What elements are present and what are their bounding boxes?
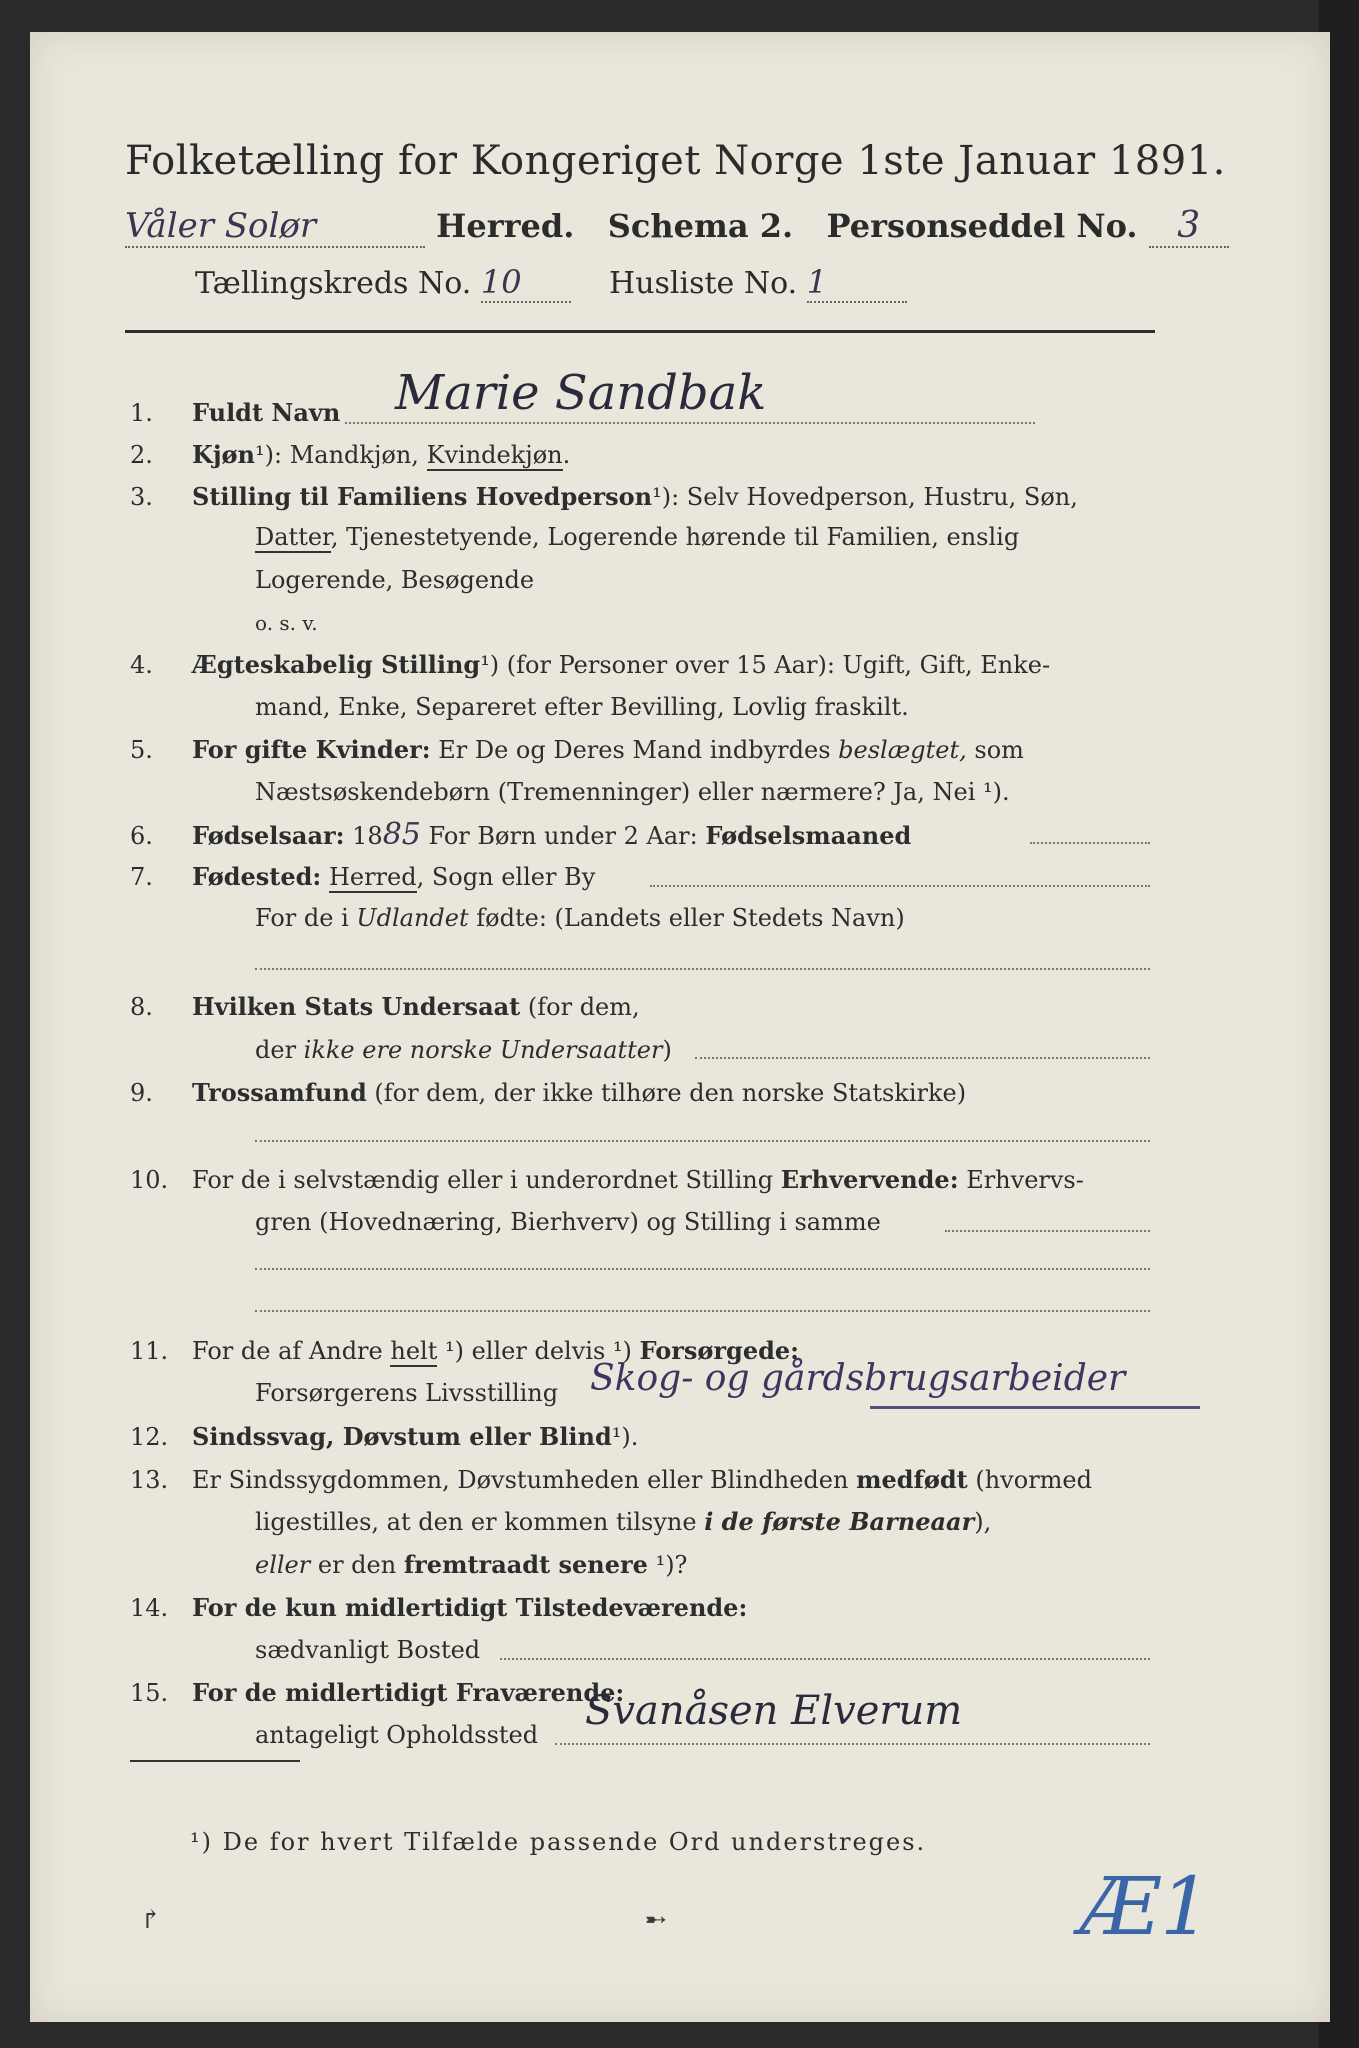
husliste-label: Husliste No. — [609, 266, 798, 301]
field-8-fill — [695, 1057, 1150, 1059]
husliste-number: 1 — [807, 263, 907, 303]
field-11-underline — [870, 1406, 1200, 1409]
personseddel-number: 3 — [1149, 205, 1229, 248]
field-14-fill — [500, 1658, 1150, 1660]
field-1-value: Marie Sandbak — [395, 365, 767, 421]
footnote-rule — [130, 1760, 300, 1762]
field-15-line-2: antageligt Opholdssted — [255, 1721, 539, 1749]
field-3-line-4: o. s. v. — [255, 611, 318, 635]
field-15-fill — [555, 1743, 1150, 1745]
field-9: 9. Trossamfund (for dem, der ikke tilhøre den norske Statskirke) — [130, 1078, 967, 1107]
field-3-line-3: Logerende, Besøgende — [255, 566, 535, 594]
field-10-fill-2 — [255, 1268, 1150, 1270]
footnote: ¹) De for hvert Tilfælde passende Ord understreges. — [190, 1828, 927, 1856]
field-3-line-2: Datter, Tjenestetyende, Logerende hørende til Familien, enslig — [255, 523, 1020, 551]
field-10-fill — [945, 1230, 1150, 1232]
field-10-line-2: gren (Hovednæring, Bierhverv) og Stilling i samme — [255, 1208, 881, 1236]
field-4: 4. Ægteskabelig Stilling¹) (for Personer over 15 Aar): Ugift, Gift, Enke- — [130, 650, 1051, 679]
field-11-value: Skog- og gårdsbrugsarbeider — [590, 1358, 1126, 1399]
field-7-fill-2 — [255, 968, 1150, 970]
field-6-value: 85 — [382, 817, 421, 852]
kreds-number: 10 — [481, 263, 571, 303]
archive-stamp: Æ1 — [1080, 1860, 1211, 1953]
pencil-mark-left: ↱ — [140, 1905, 162, 1935]
field-11-line-2: Forsørgerens Livsstilling — [255, 1379, 559, 1407]
field-14-line-2: sædvanligt Bosted — [255, 1636, 481, 1664]
field-8: 8. Hvilken Stats Undersaat (for dem, — [130, 992, 640, 1021]
field-15-value: Svanåsen Elverum — [585, 1688, 963, 1734]
kreds-line — [195, 263, 907, 303]
herred-name: Våler Solør — [125, 206, 425, 248]
field-2: 2. Kjøn¹): Mandkjøn, Kvindekjøn. — [130, 440, 571, 469]
personseddel-label: Personseddel No. — [826, 207, 1138, 245]
field-9-fill — [255, 1140, 1150, 1142]
kreds-label: Tællingskreds No. — [195, 266, 472, 301]
field-7: 7. Fødested: Herred, Sogn eller By — [130, 862, 596, 891]
herred-label: Herred. — [436, 207, 575, 245]
field-12: 12. Sindssvag, Døvstum eller Blind¹). — [130, 1422, 639, 1451]
field-7-line-2: For de i Udlandet fødte: (Landets eller Stedets Navn) — [255, 904, 905, 932]
field-14: 14. For de kun midlertidigt Tilstedeværende: — [130, 1593, 748, 1622]
field-1-label: Fuldt Navn — [192, 398, 341, 427]
field-11: 11. For de af Andre helt ¹) eller delvis ¹) Forsørgede: — [130, 1336, 800, 1365]
field-3: 3. Stilling til Familiens Hovedperson¹): Selv Hovedperson, Hustru, Søn, — [130, 482, 1078, 511]
field-15: 15. For de midlertidigt Fraværende: — [130, 1678, 625, 1707]
field-13-line-3: eller er den fremtraadt senere ¹)? — [255, 1550, 688, 1579]
schema-label: Schema 2. — [607, 207, 794, 245]
pencil-mark-center: ➸ — [645, 1905, 667, 1935]
field-4-line-2: mand, Enke, Separeret efter Bevilling, Lovlig fraskilt. — [255, 693, 909, 721]
field-6-fill — [1030, 842, 1150, 844]
field-5: 5. For gifte Kvinder: Er De og Deres Mand indbyrdes beslægtet, som — [130, 735, 1024, 764]
field-1-fill — [345, 422, 1035, 424]
field-13-line-2: ligestilles, at den er kommen tilsyne i de første Barneaar), — [255, 1507, 992, 1536]
field-10: 10. For de i selvstændig eller i underordnet Stilling Erhvervende: Erhvervs- — [130, 1165, 1084, 1194]
field-7-selected: Herred — [328, 863, 417, 891]
form-title: Folketælling for Kongeriget Norge 1ste Januar 1891. — [125, 138, 1226, 184]
field-7-fill — [650, 885, 1150, 887]
field-11-selected: helt — [390, 1337, 438, 1365]
field-1: 1. Fuldt Navn — [130, 398, 341, 427]
field-10-fill-3 — [255, 1310, 1150, 1312]
header-rule — [125, 330, 1155, 333]
field-2-selected: Kvindekjøn — [426, 441, 563, 469]
field-6: 6. Fødselsaar: 1885 For Børn under 2 Aar: Fødselsmaaned — [130, 817, 912, 852]
field-8-line-2: der ikke ere norske Undersaatter) — [255, 1036, 672, 1064]
field-3-selected: Datter — [255, 523, 331, 551]
field-13: 13. Er Sindssygdommen, Døvstumheden eller Blindheden medfødt (hvormed — [130, 1465, 1092, 1494]
form-subheader — [125, 205, 1201, 249]
field-5-line-2: Næstsøskendebørn (Tremenninger) eller nærmere? Ja, Nei ¹). — [255, 778, 1010, 806]
